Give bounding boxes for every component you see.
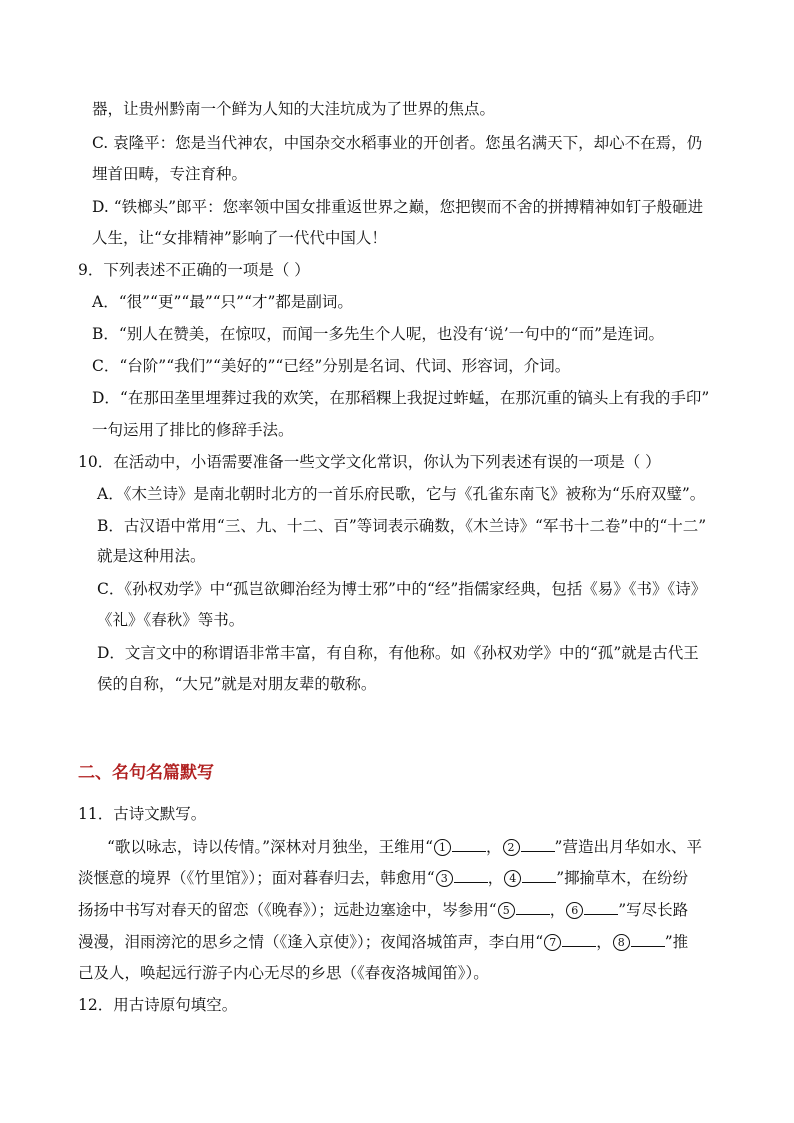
- fill-blank[interactable]: [521, 835, 555, 852]
- q11-line-4: [78, 930, 688, 952]
- fill-blank[interactable]: [584, 898, 618, 915]
- q11-line-1: [107, 835, 702, 857]
- q10-option-c-line1: C．《孙权劝学》中“孤岂欲卿治经为博士邪”中的“经”指儒家经典，包括《易》《书》《诗》: [97, 580, 707, 598]
- q10-option-c-line2: 《礼》《春秋》等书。: [97, 611, 245, 629]
- q11-text: 淡惬意的境界（《竹里馆》）；面对暮春归去，韩愈用“: [78, 869, 435, 887]
- q11-text: ”揶揄草木，在纷纷: [556, 869, 689, 887]
- comma: ，: [596, 933, 612, 951]
- comma: ，: [486, 838, 502, 856]
- q10-option-d-line1: D．文言文中的称谓语非常丰富，有自称，有他称。如《孙权劝学》中的“孤”就是古代王: [97, 644, 699, 662]
- comma: ，: [487, 869, 504, 887]
- section-heading: 二、名句名篇默写: [78, 763, 214, 783]
- q11-line-5: 己及人，唤起远行游子内心无尽的乡思（《春夜洛城闻笛》）。: [78, 964, 489, 982]
- fill-blank[interactable]: [452, 835, 486, 852]
- q9-option-b: B．“别人在赞美，在惊叹，而闻一多先生个人呢，也没有‘说’一句中的“而”是连词。: [92, 325, 665, 343]
- fill-blank[interactable]: [562, 930, 596, 947]
- q8-option-d-line2: 人生，让“女排精神”影响了一代代中国人！: [92, 229, 387, 247]
- q8-option-d-line1: D. “铁榔头”郎平：您率领中国女排重返世界之巅，您把锲而不舍的拼搏精神如钉子般砸进: [92, 198, 704, 216]
- q9-option-d-line2: 一句运用了排比的修辞手法。: [92, 421, 294, 439]
- blank-number-circle: 2: [503, 839, 520, 856]
- fill-blank[interactable]: [454, 866, 488, 883]
- q11-text: “歌以咏志，诗以传情。”深林对月独坐，王维用“: [107, 838, 434, 856]
- q10-option-b-line1: B．古汉语中常用“三、九、十二、百”等词表示确数，《木兰诗》“军书十二卷”中的“十二”: [97, 517, 707, 535]
- q10-option-a: A．《木兰诗》是南北朝时北方的一首乐府民歌，它与《孔雀东南飞》被称为“乐府双璧”。: [97, 485, 706, 503]
- q10-option-b-line2: 就是这种用法。: [97, 547, 206, 565]
- q11-text: 漫漫，泪雨滂沱的思乡之情（《逢入京使》）；夜闻洛城笛声，李白用“: [78, 933, 544, 951]
- q11-line-2: [78, 866, 688, 888]
- blank-number-circle: 7: [544, 934, 561, 951]
- blank-number-circle: 3: [436, 870, 453, 887]
- q10-option-d-line2: 侯的自称，“大兄”就是对朋友辈的敬称。: [97, 675, 377, 693]
- blank-number-circle: 1: [434, 839, 451, 856]
- q9-option-a: A．“很”“更”“最”“只”“才”都是副词。: [92, 293, 353, 311]
- q12-stem: 12．用古诗原句填空。: [78, 996, 238, 1014]
- q9-stem: 9．下列表述不正确的一项是（ ）: [78, 261, 310, 279]
- q11-text: ”写尽长路: [618, 901, 689, 919]
- fill-blank[interactable]: [516, 898, 550, 915]
- q11-text: 扬扬中书写对春天的留恋（《晚春》）；远赴边塞途中，岑参用“: [78, 901, 497, 919]
- fill-blank[interactable]: [631, 930, 665, 947]
- blank-number-circle: 8: [613, 934, 630, 951]
- q8-option-c-line2: 埋首田畴，专注育种。: [92, 165, 248, 183]
- q9-option-c: C．“台阶”“我们”“美好的”“已经”分别是名词、代词、形容词，介词。: [92, 357, 571, 375]
- blank-number-circle: 5: [498, 902, 515, 919]
- q10-stem: 10．在活动中，小语需要准备一些文学文化常识，你认为下列表述有误的一项是（ ）: [78, 453, 661, 471]
- q11-line-3: [78, 898, 688, 920]
- q11-stem: 11．古诗文默写。: [78, 805, 207, 823]
- fill-blank[interactable]: [522, 866, 556, 883]
- q11-text: ”推: [664, 933, 689, 951]
- q9-option-d-line1: D．“在那田垄里埋葬过我的欢笑，在那稻粿上我捉过蚱蜢，在那沉重的镐头上有我的手印”: [92, 389, 710, 407]
- blank-number-circle: 4: [504, 870, 521, 887]
- comma: ，: [549, 901, 566, 919]
- q8-option-c-line1: C. 袁隆平：您是当代神农，中国杂交水稻事业的开创者。您虽名满天下，却心不在焉，仍: [92, 134, 703, 152]
- q8-continuation: 器，让贵州黔南一个鲜为人知的大洼坑成为了世界的焦点。: [92, 100, 496, 118]
- blank-number-circle: 6: [566, 902, 583, 919]
- q11-text: ”营造出月华如水、平: [554, 838, 702, 856]
